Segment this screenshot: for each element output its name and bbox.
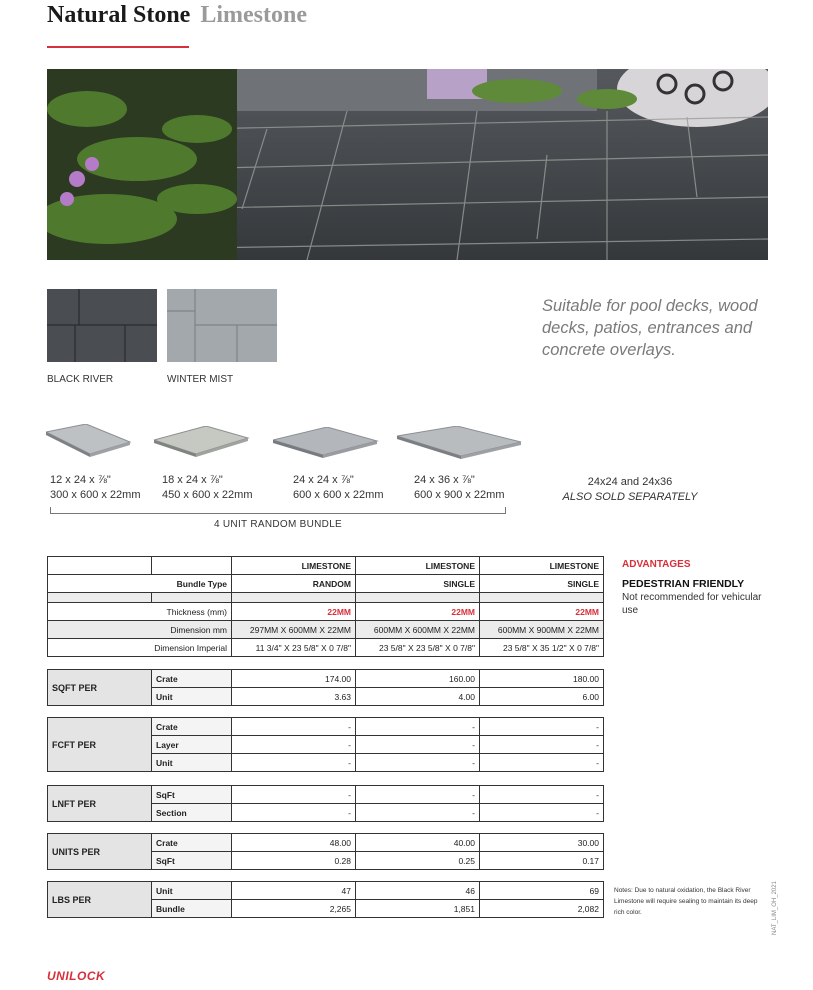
row-label: Unit [152,688,232,706]
sqft-per-table [47,669,604,706]
bundle-type: SINGLE [480,575,604,593]
cell: - [356,754,480,772]
group-label: LNFT PER [48,786,152,822]
cell: 174.00 [232,670,356,688]
cell: - [356,786,480,804]
cell: - [480,754,604,772]
cell: 69 [480,882,604,900]
group-label: UNITS PER [48,834,152,870]
dimension-mm: 600MM X 600MM X 22MM [356,621,480,639]
sold-separately-line1: 24x24 and 24x36 [587,476,673,488]
group-label: FCFT PER [48,718,152,772]
swatch-winter-mist [167,289,277,362]
cell: - [480,736,604,754]
notes-text: Notes: Due to natural oxidation, the Black River Limestone will require sealing to maintain its deep rich color. [614,887,758,916]
row-label: Unit [152,882,232,900]
row-label: Unit [152,754,232,772]
size-label-18x24 [162,473,253,503]
cell: - [356,736,480,754]
size-imperial: 18 x 24 x ⅞" [162,474,223,486]
thickness-value: 22MM [232,603,356,621]
cell: 180.00 [480,670,604,688]
cell: 160.00 [356,670,480,688]
hero-patio-photo [47,69,768,260]
cell: - [356,718,480,736]
bundle-type: SINGLE [356,575,480,593]
cell: - [480,786,604,804]
sold-separately-note [540,475,720,505]
dimension-imperial-label: Dimension Imperial [48,639,232,657]
row-label: Crate [152,834,232,852]
cell: 2,082 [480,900,604,918]
bundle-label: 4 UNIT RANDOM BUNDLE [213,519,343,530]
lbs-per-table [47,881,604,918]
size-metric: 600 x 600 x 22mm [293,489,384,501]
row-label: Section [152,804,232,822]
cell: 47 [232,882,356,900]
row-label: Crate [152,670,232,688]
size-metric: 300 x 600 x 22mm [50,489,141,501]
cell: 30.00 [480,834,604,852]
advantages-heading: PEDESTRIAN FRIENDLY [622,578,745,590]
cell: - [232,804,356,822]
cell: - [232,736,356,754]
cell: - [480,804,604,822]
group-label: LBS PER [48,882,152,918]
cell: - [356,804,480,822]
advantages-title: ADVANTAGES [622,559,691,570]
cell: - [232,718,356,736]
cell: 1,851 [356,900,480,918]
bundle-type: RANDOM [232,575,356,593]
size-label-24x24 [293,473,384,503]
row-label: Crate [152,718,232,736]
cell: 0.28 [232,852,356,870]
page-title [47,2,307,29]
row-label: SqFt [152,852,232,870]
title-underline [47,46,189,48]
cell: 46 [356,882,480,900]
cell: 2,265 [232,900,356,918]
size-label-12x24 [50,473,141,503]
title-main: Natural Stone [47,2,191,28]
swatch-black-river [47,289,157,362]
thickness-label: Thickness (mm) [48,603,232,621]
document-code: NAT_LIM_OH_2021 [772,881,778,935]
dimension-imperial: 23 5/8" X 23 5/8" X 0 7/8" [356,639,480,657]
size-metric: 450 x 600 x 22mm [162,489,253,501]
cell: 0.17 [480,852,604,870]
bundle-type-label: Bundle Type [48,575,232,593]
thickness-value: 22MM [480,603,604,621]
row-label: Bundle [152,900,232,918]
size-label-24x36 [414,473,505,503]
cell: 6.00 [480,688,604,706]
dimension-imperial: 23 5/8" X 35 1/2" X 0 7/8" [480,639,604,657]
cell: 48.00 [232,834,356,852]
size-imperial: 24 x 36 x ⅞" [414,474,475,486]
group-label: SQFT PER [48,670,152,706]
swatch-label-winter-mist: WINTER MIST [167,374,234,385]
suitable-text: Suitable for pool decks, wood decks, patios, entrances and concrete overlays. [542,297,758,359]
advantages-text: Not recommended for vehicular use [622,592,762,616]
size-imperial: 24 x 24 x ⅞" [293,474,354,486]
size-metric: 600 x 900 x 22mm [414,489,505,501]
cell: - [232,754,356,772]
cell: - [232,786,356,804]
paver-18x24 [154,426,250,460]
paver-24x24 [273,427,379,461]
bundle-bracket [50,507,506,514]
unilock-logo: UNILOCK [47,969,106,983]
cell: 3.63 [232,688,356,706]
swatch-label-black-river: BLACK RIVER [47,374,114,385]
size-imperial: 12 x 24 x ⅞" [50,474,111,486]
title-subtitle: Limestone [200,2,307,28]
thickness-value: 22MM [356,603,480,621]
paver-12x24 [46,424,132,458]
sold-separately-line2: ALSO SOLD SEPARATELY [562,491,698,503]
dimension-imperial: 11 3/4" X 23 5/8" X 0 7/8" [232,639,356,657]
cell: 0.25 [356,852,480,870]
spec-table [47,556,604,657]
row-label: SqFt [152,786,232,804]
cell: 4.00 [356,688,480,706]
dimension-mm-label: Dimension mm [48,621,232,639]
dimension-mm: 297MM X 600MM X 22MM [232,621,356,639]
product-name: LIMESTONE [480,557,604,575]
units-per-table [47,833,604,870]
product-name: LIMESTONE [356,557,480,575]
product-name: LIMESTONE [232,557,356,575]
cell: 40.00 [356,834,480,852]
row-label: Layer [152,736,232,754]
fcft-per-table [47,717,604,772]
lnft-per-table [47,785,604,822]
paver-24x36 [397,426,523,462]
cell: - [480,718,604,736]
dimension-mm: 600MM X 900MM X 22MM [480,621,604,639]
